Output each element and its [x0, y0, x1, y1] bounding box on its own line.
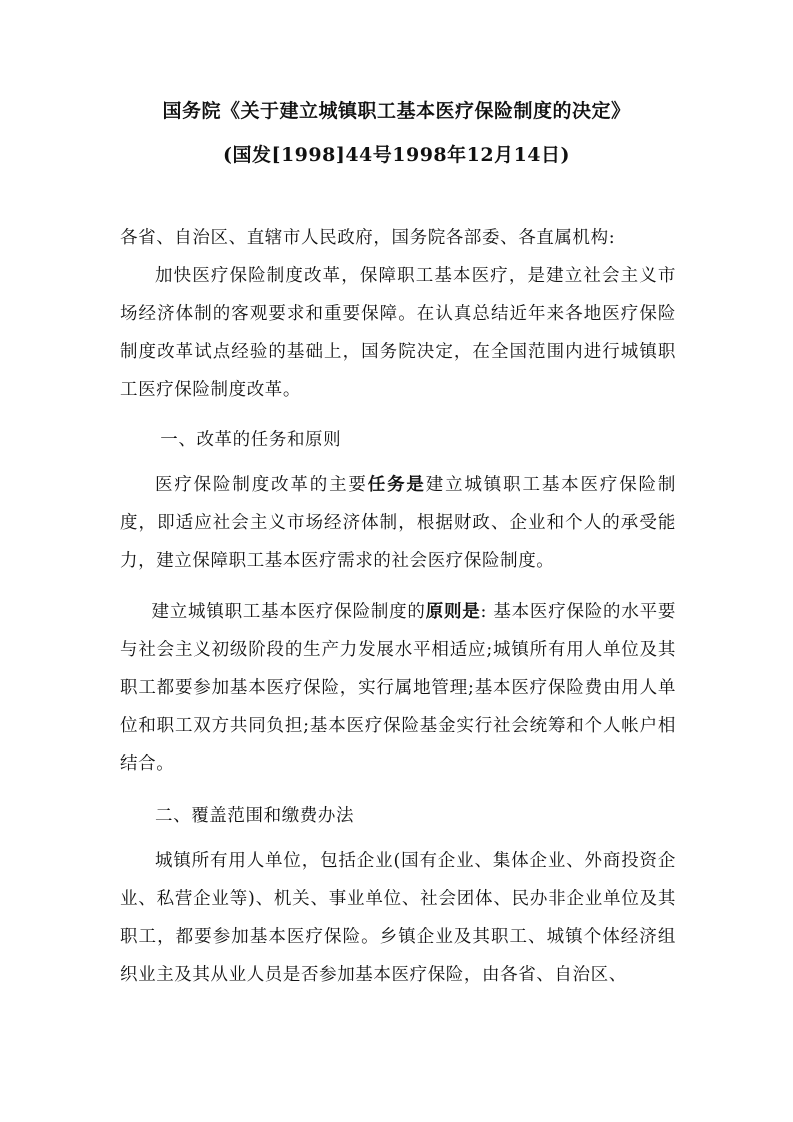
- principle-text-after: : 基本医疗保险的水平要与社会主义初级阶段的生产力发展水平相适应;城镇所有用人单位及其职工都要参加基本医疗保险，实行属地管理;基本医疗保险费由用人单位和职工双方共同负担;基本医疗保险基金实行社会统筹和个人帐户相结合。: [120, 602, 676, 774]
- principle-paragraph: [120, 593, 676, 783]
- coverage-paragraph: 城镇所有用人单位，包括企业(国有企业、集体企业、外商投资企业、私营企业等)、机关、事业单位、社会团体、民办非企业单位及其职工，都要参加基本医疗保险。乡镇企业及其职工、城镇个体经济组织业主及其从业人员是否参加基本医疗保险，由各省、自治区、: [120, 851, 676, 985]
- document-title: 国务院《关于建立城镇职工基本医疗保险制度的决定》: [162, 100, 631, 122]
- principle-text-before: 建立城镇职工基本医疗保险制度的: [151, 602, 426, 622]
- task-keyword: 任务是: [367, 475, 426, 495]
- addressee-line: 各省、自治区、直辖市人民政府，国务院各部委、各直属机构:: [120, 228, 616, 248]
- section-1-heading: 一、改革的任务和原则: [160, 430, 342, 450]
- task-text-after: 建立城镇职工基本医疗保险制度，即适应社会主义市场经济体制，根据财政、企业和个人的承受能力，建立保障职工基本医疗需求的社会医疗保险制度。: [120, 475, 676, 571]
- section-2-heading: 二、覆盖范围和缴费办法: [155, 806, 355, 826]
- task-text-before: 医疗保险制度改革的主要: [155, 475, 368, 495]
- task-paragraph: [120, 466, 676, 580]
- document-subtitle: (国发[1998]44号1998年12月14日): [222, 144, 571, 166]
- intro-paragraph: 加快医疗保险制度改革，保障职工基本医疗，是建立社会主义市场经济体制的客观要求和重要保障。在认真总结近年来各地医疗保险制度改革试点经验的基础上，国务院决定，在全国范围内进行城镇职工医疗保险制度改革。: [120, 266, 676, 400]
- principle-keyword: 原则是: [425, 602, 481, 622]
